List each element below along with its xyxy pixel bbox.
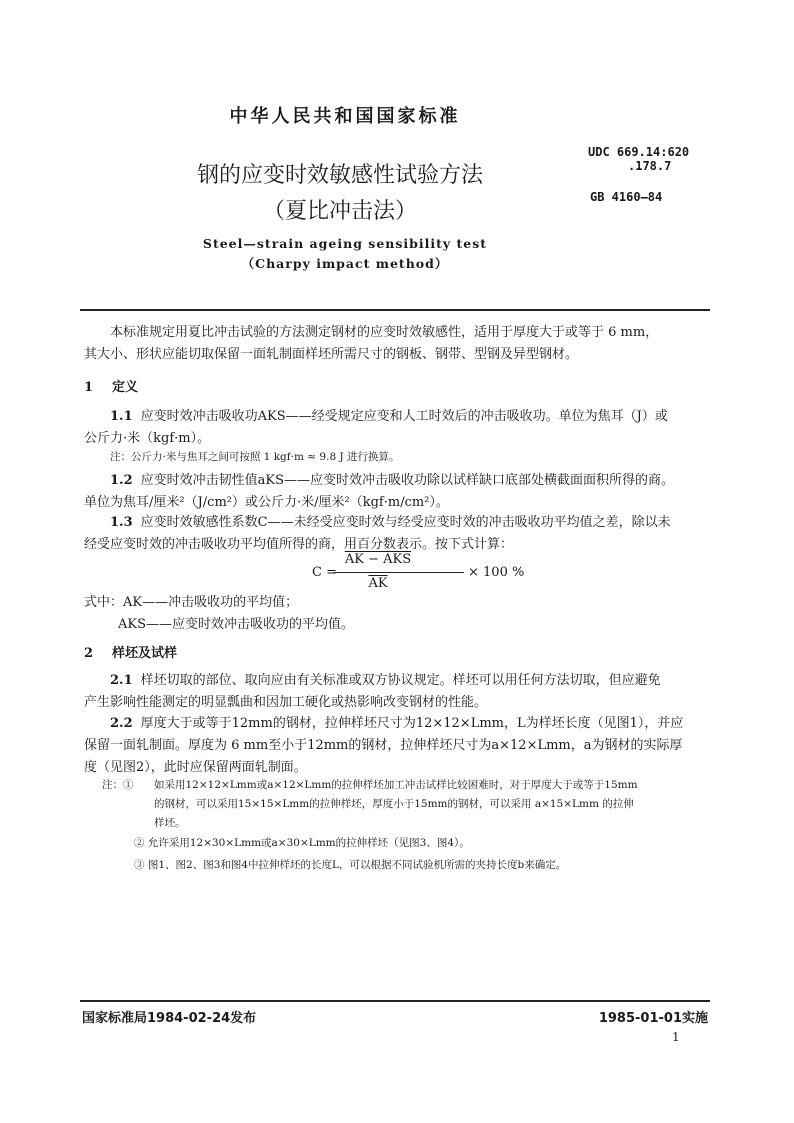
intro-line2: 其大小、形状应能切取保留一面轧制面样坯所需尺寸的钢板、钢带、型钢及异型钢材。	[84, 347, 579, 362]
clause-1-3-line1: 应变时效敏感性系数C——未经受应变时效与经受应变时效的冲击吸收功平均值之差，除以未	[140, 515, 671, 530]
note-2: ② 允许采用12×30×Lmm或a×30×Lmm的拉伸样坯（见图3、图4）。	[134, 837, 470, 849]
formula-where-block	[84, 592, 706, 636]
issued-date: 国家标准局1984-02-24发布	[82, 1011, 257, 1026]
standard-name: 中华人民共和国国家标准	[229, 106, 461, 127]
where-line2: AKS——应变时效冲击吸收功的平均值。	[118, 617, 355, 632]
formula-tail: × 100 %	[468, 565, 525, 580]
note-1	[154, 776, 706, 833]
udc-line1: UDC 669.14:620	[588, 145, 690, 159]
clause-1-1-line1: 应变时效冲击吸收功AKS——经受规定应变和人工时效后的冲击吸收功。单位为焦耳（J）或	[140, 409, 668, 424]
title-zh-line1: 钢的应变时效敏感性试验方法	[196, 163, 483, 188]
section-2-heading: 2 样坯及试样	[84, 646, 178, 661]
note-1-line2: 的钢材，可以采用15×15×Lmm的拉伸样坯，厚度小于15mm的钢材，可以采用 a×15×Lmm 的拉伸	[154, 798, 634, 810]
udc-code	[588, 145, 689, 173]
formula-denominator: $\overline{AK}$	[368, 576, 388, 591]
note-1-line1: 如采用12×12×Lmm或a×12×Lmm的拉伸样坯加工冲击试样比较困难时，对于厚度大于或等于15mm	[154, 779, 638, 791]
clause-2-2	[84, 713, 706, 779]
where-line1: 式中：AK——冲击吸收功的平均值；	[84, 595, 299, 610]
clause-1-1-number: 1.1	[110, 409, 133, 424]
clause-2-1-line2: 产生影响性能测定的明显瓢曲和因加工硬化或热影响改变钢材的性能。	[84, 695, 488, 710]
intro-paragraph	[84, 322, 706, 366]
note-label: 注：①	[102, 779, 134, 791]
clause-2-1	[84, 670, 706, 714]
clause-1-3-line2: 经受应变时效的冲击吸收功平均值所得的商，用百分数表示。按下式计算：	[84, 537, 514, 552]
formula-lhs: C =	[312, 565, 337, 580]
clause-2-2-number: 2.2	[110, 716, 133, 731]
footer-divider	[80, 1000, 710, 1002]
title-en-line1: Steel—strain ageing sensibility test	[202, 236, 488, 251]
clause-1-3-number: 1.3	[110, 515, 133, 530]
clause-1-2-line2: 单位为焦耳/厘米²（J/cm²）或公斤力·米/厘米²（kgf·m/cm²）。	[84, 495, 449, 510]
clause-1-2-line1: 应变时效冲击韧性值aKS——应变时效冲击吸收功除以试样缺口底部处横截面面积所得的商。	[140, 473, 674, 488]
note-3: ③ 图1、图2、图3和图4中拉伸样坯的长度L，可以根据不同试验机所需的夹持长度b来确定。	[134, 859, 567, 871]
page-number: 1	[672, 1030, 680, 1044]
clause-1-2-number: 1.2	[110, 473, 133, 488]
effective-date: 1985-01-01实施	[598, 1011, 708, 1026]
title-zh-line2: （夏比冲击法）	[262, 199, 417, 224]
udc-line2: .178.7	[628, 159, 672, 173]
clause-2-2-line2: 保留一面轧制面。厚度为 6 mm至小于12mm的钢材，拉伸样坯尺寸为a×12×Lmm，a为钢材的实际厚	[84, 738, 683, 753]
clause-2-2-line3: 度（见图2），此时应保留两面轧制面。	[84, 760, 307, 775]
header-divider	[80, 309, 710, 311]
clause-2-1-number: 2.1	[110, 673, 133, 688]
clause-2-2-line1: 厚度大于或等于12mm的钢材，拉伸样坯尺寸为12×12×Lmm，L为样坯长度（见图1），并应	[140, 716, 684, 731]
clause-1-1	[84, 406, 706, 450]
note-1-line3: 样坯。	[154, 817, 186, 829]
clause-1-1-line2: 公斤力·米（kgf·m）。	[84, 431, 211, 446]
document-title-zh	[0, 158, 680, 230]
intro-line1: 本标准规定用夏比冲击试验的方法测定钢材的应变时效敏感性，适用于厚度大于或等于 6 mm，	[110, 325, 659, 340]
formula-fraction-bar	[334, 572, 464, 573]
clause-1-1-note: 注：公斤力·米与焦耳之间可按照 1 kgf·m ≈ 9.8 J 进行换算。	[110, 451, 400, 463]
clause-1-2	[84, 470, 706, 514]
title-en-line2: （Charpy impact method）	[241, 256, 449, 271]
clause-2-1-line1: 样坯切取的部位、取向应由有关标准或双方协议规定。样坯可以用任何方法切取，但应避免	[140, 673, 661, 688]
clause-1-3	[84, 512, 706, 556]
document-title-en	[0, 234, 690, 274]
gb-code: GB 4160—84	[590, 190, 663, 204]
formula-numerator: AK − AKS	[344, 552, 412, 567]
section-1-heading: 1 定义	[84, 380, 139, 395]
sensitivity-formula	[312, 552, 552, 596]
